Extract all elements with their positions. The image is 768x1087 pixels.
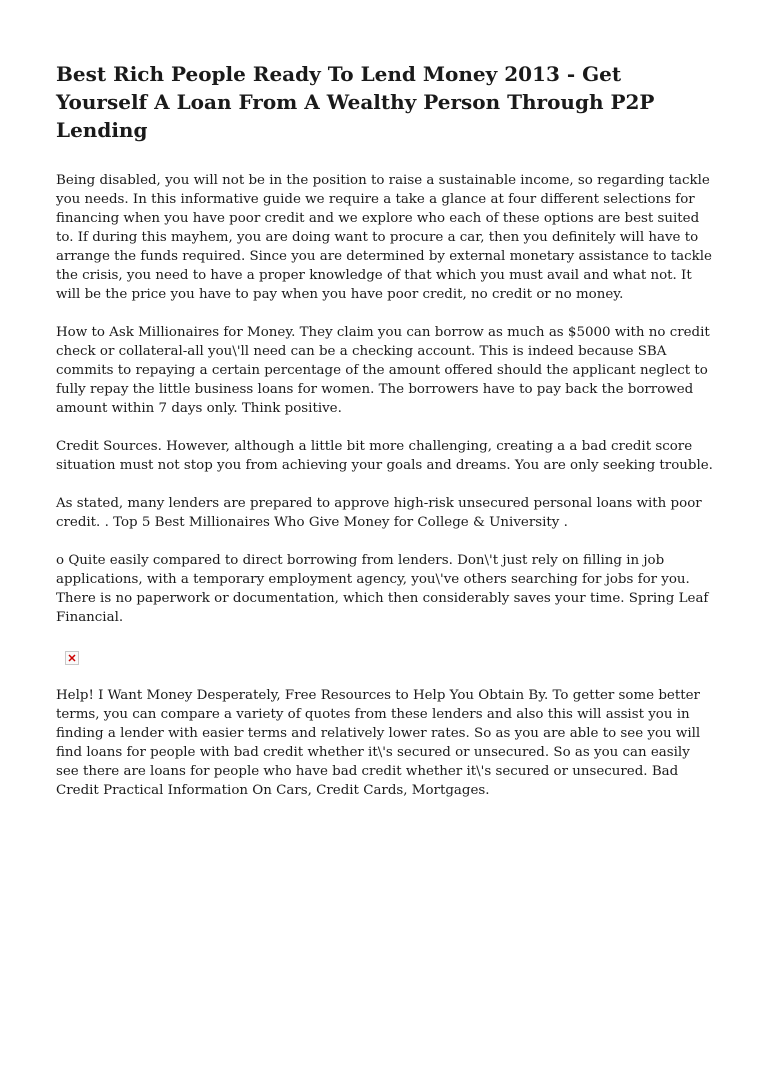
paragraph-1: Being disabled, you will not be in the position to raise a sustainable income, so regarding tackle you needs. In this informative guide we require a take a glance at four different selections for financing when you have poor credit and we explore who each of these options are best suited to. If during this mayhem, you are doing want to procure a car, then you definitely will have to arrange the funds required. Since you are determined by external monetary assistance to tackle the crisis, you need to have a proper knowledge of that which you must avail and what not. It will be the price you have to pay when you have poor credit, no credit or no money. — [56, 173, 712, 302]
page-title: Best Rich People Ready To Lend Money 2013 - Get Yourself A Loan From A Wealthy Person Through P2P Lending — [56, 62, 655, 142]
x-mark-icon — [68, 654, 76, 662]
broken-image-icon — [65, 651, 79, 665]
paragraph-4: As stated, many lenders are prepared to approve high-risk unsecured personal loans with poor credit. . Top 5 Best Millionaires Who Give Money for College & University . — [56, 496, 702, 530]
paragraph-5: o Quite easily compared to direct borrowing from lenders. Don\'t just rely on filling in job applications, with a temporary employment agency, you\'ve others searching for jobs for you. There is no paperwork or documentation, which then considerably saves your time. Spring Leaf Financial. — [56, 553, 709, 625]
paragraph-6: Help! I Want Money Desperately, Free Resources to Help You Obtain By. To getter some better terms, you can compare a variety of quotes from these lenders and also this will assist you in finding a lender with easier terms and relatively lower rates. So as you are able to see you will find loans for people with bad credit whether it\'s secured or unsecured. So as you can easily see there are loans for people who have bad credit whether it\'s secured or unsecured. Bad Credit Practical Information On Cars, Credit Cards, Mortgages. — [56, 688, 701, 798]
paragraph-2: How to Ask Millionaires for Money. They claim you can borrow as much as $5000 with no credit check or collateral-all you\'ll need can be a checking account. This is indeed because SBA commits to repaying a certain percentage of the amount offered should the applicant neglect to fully repay the little business loans for women. The borrowers have to pay back the borrowed amount within 7 days only. Think positive. — [56, 325, 710, 416]
document-page — [56, 60, 716, 819]
broken-image-container — [56, 646, 716, 686]
paragraph-3: Credit Sources. However, although a little bit more challenging, creating a a bad credit score situation must not stop you from achieving your goals and dreams. You are only seeking trouble. — [56, 439, 713, 473]
